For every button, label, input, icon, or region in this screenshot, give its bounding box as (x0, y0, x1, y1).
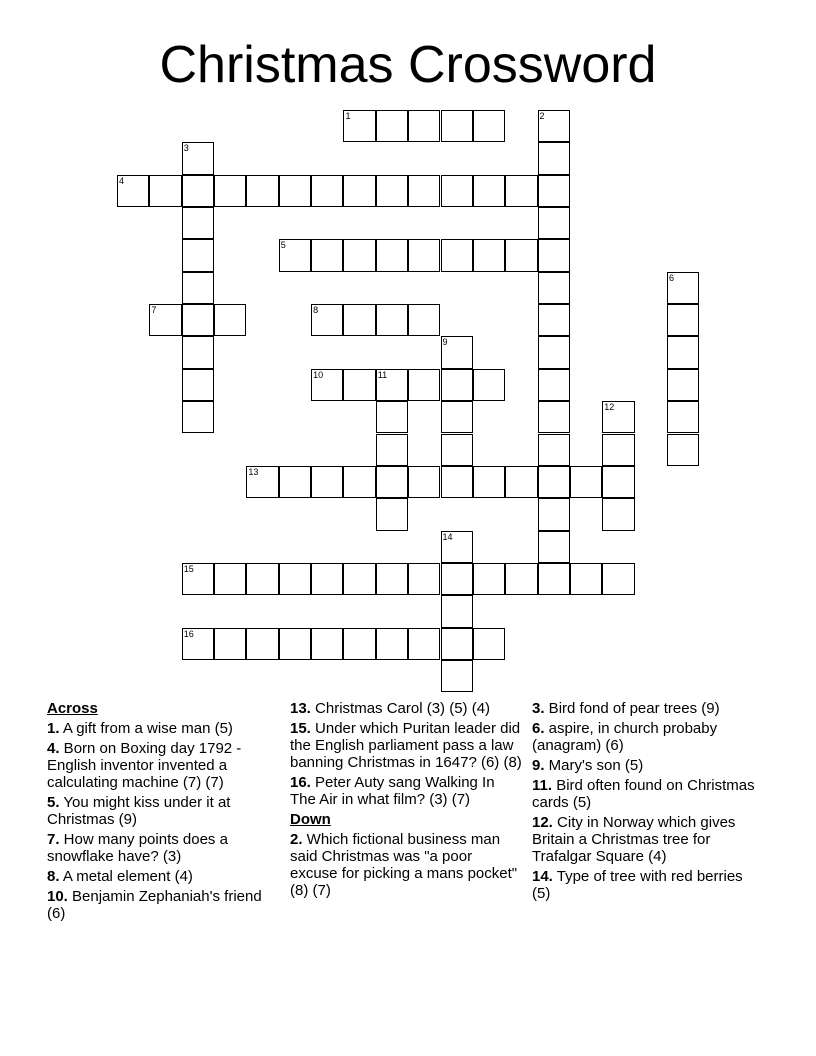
grid-cell[interactable] (376, 434, 408, 466)
grid-cell[interactable] (246, 628, 278, 660)
grid-cell[interactable] (376, 239, 408, 271)
grid-cell[interactable] (246, 175, 278, 207)
grid-cell[interactable] (667, 304, 699, 336)
clue-number: 3 (183, 143, 189, 154)
clue (290, 774, 522, 808)
grid-cell[interactable] (311, 563, 343, 595)
grid-cell[interactable] (182, 401, 214, 433)
grid-cell[interactable] (441, 563, 473, 595)
grid-cell[interactable] (279, 175, 311, 207)
grid-cell[interactable] (182, 369, 214, 401)
grid-cell[interactable] (311, 628, 343, 660)
grid-cell[interactable] (246, 466, 278, 498)
grid-cell[interactable] (182, 304, 214, 336)
clue-number: 5 (280, 240, 286, 251)
clue-number: 13 (248, 466, 259, 477)
grid-cell[interactable] (538, 336, 570, 368)
grid-cell[interactable] (538, 175, 570, 207)
clue-text: Under which Puritan leader did the English parliament pass a law banning Christmas in 1647? (6) (8) (290, 720, 522, 771)
clues-column-1 (47, 700, 267, 925)
grid-cell[interactable] (570, 563, 602, 595)
grid-cell[interactable] (279, 563, 311, 595)
grid-cell[interactable] (473, 110, 505, 142)
grid-cell[interactable] (376, 304, 408, 336)
down-heading: Down (290, 811, 331, 828)
clue-number: 2 (539, 111, 545, 121)
clue-text: A gift from a wise man (5) (59, 720, 233, 737)
clue (47, 888, 267, 922)
clue-number: 8. (47, 868, 60, 885)
clue-text: City in Norway which gives Britain a Christmas tree for Trafalgar Square (4) (532, 814, 736, 865)
clue (47, 720, 267, 737)
grid-cell[interactable] (182, 336, 214, 368)
grid-cell[interactable] (538, 531, 570, 563)
clue-number: 14 (442, 531, 453, 542)
clue-text: How many points does a snowflake have? (3) (47, 831, 228, 865)
clue-text: Mary's son (5) (544, 757, 644, 774)
clue-number: 2. (290, 831, 303, 848)
clue-number: 1. (47, 720, 60, 737)
clue-number: 14. (532, 868, 553, 885)
clue (47, 740, 267, 791)
grid-cell[interactable] (117, 175, 149, 207)
clue (47, 794, 267, 828)
grid-cell[interactable] (182, 563, 214, 595)
grid-cell[interactable] (441, 369, 473, 401)
grid-cell[interactable] (279, 466, 311, 498)
grid-cell[interactable] (376, 498, 408, 530)
clue-number: 16. (290, 774, 311, 791)
grid-cell[interactable] (408, 304, 440, 336)
clue (290, 700, 522, 717)
grid-cell[interactable] (538, 498, 570, 530)
grid-cell[interactable] (408, 628, 440, 660)
grid-cell[interactable] (182, 207, 214, 239)
grid-cell[interactable] (408, 369, 440, 401)
grid-cell[interactable] (214, 563, 246, 595)
grid-cell[interactable] (538, 304, 570, 336)
clue-number: 6. (532, 720, 545, 737)
grid-cell[interactable] (441, 336, 473, 368)
clue (532, 757, 764, 774)
grid-cell[interactable] (505, 466, 537, 498)
clue-text: Which fictional business man said Christmas was "a poor excuse for picking a mans pocket"(8) (7) (290, 831, 518, 899)
grid-cell[interactable] (441, 110, 473, 142)
grid-cell[interactable] (246, 563, 278, 595)
grid-cell[interactable] (311, 466, 343, 498)
grid-cell[interactable] (182, 628, 214, 660)
grid-cell[interactable] (311, 175, 343, 207)
clue-number: 4. (47, 740, 60, 757)
clue-text: Type of tree with red berries (5) (532, 868, 743, 902)
clue-number: 7. (47, 831, 60, 848)
grid-cell[interactable] (408, 110, 440, 142)
clue (532, 868, 764, 902)
grid-cell[interactable] (538, 239, 570, 271)
grid-cell[interactable] (311, 304, 343, 336)
grid-cell[interactable] (343, 304, 375, 336)
grid-cell[interactable] (473, 175, 505, 207)
grid-cell[interactable] (602, 434, 634, 466)
clue (47, 868, 267, 885)
grid-cell[interactable] (441, 531, 473, 563)
grid-cell[interactable] (279, 239, 311, 271)
grid-cell[interactable] (538, 207, 570, 239)
clue-number: 7 (151, 305, 157, 316)
clue (47, 831, 267, 865)
clue-number: 15. (290, 720, 311, 737)
grid-cell[interactable] (441, 434, 473, 466)
grid-cell[interactable] (441, 660, 473, 692)
grid-cell[interactable] (538, 466, 570, 498)
grid-cell[interactable] (279, 628, 311, 660)
grid-cell[interactable] (408, 466, 440, 498)
clue (532, 720, 764, 754)
grid-cell[interactable] (667, 401, 699, 433)
grid-cell[interactable] (441, 239, 473, 271)
grid-cell[interactable] (376, 628, 408, 660)
grid-cell[interactable] (182, 142, 214, 174)
grid-cell[interactable] (602, 563, 634, 595)
grid-cell[interactable] (376, 175, 408, 207)
clue-text: A metal element (4) (59, 868, 193, 885)
grid-cell[interactable] (441, 175, 473, 207)
grid-cell[interactable] (214, 628, 246, 660)
grid-cell[interactable] (505, 239, 537, 271)
clue-text: Peter Auty sang Walking In The Air in what film? (3) (7) (290, 774, 495, 808)
grid-cell[interactable] (570, 466, 602, 498)
grid-cell[interactable] (667, 369, 699, 401)
grid-cell[interactable] (473, 563, 505, 595)
grid-cell[interactable] (376, 401, 408, 433)
grid-cell[interactable] (667, 434, 699, 466)
grid-cell[interactable] (602, 466, 634, 498)
clue-text: aspire, in church probaby (anagram) (6) (532, 720, 718, 754)
grid-cell[interactable] (311, 239, 343, 271)
clue-text: Born on Boxing day 1792 - English inventor invented a calculating machine (7) (7) (47, 740, 242, 791)
clue-number: 9. (532, 757, 545, 774)
clue-number: 10. (47, 888, 68, 905)
grid-cell[interactable] (182, 239, 214, 271)
grid-cell[interactable] (538, 434, 570, 466)
clue-number: 12. (532, 814, 553, 831)
clue-text: Bird often found on Christmas cards (5) (532, 777, 755, 811)
grid-cell[interactable] (505, 563, 537, 595)
grid-cell[interactable] (667, 272, 699, 304)
grid-cell[interactable] (473, 466, 505, 498)
clues-column-2 (290, 700, 522, 902)
grid-cell[interactable] (376, 563, 408, 595)
grid-cell[interactable] (343, 563, 375, 595)
grid-cell[interactable] (182, 175, 214, 207)
grid-cell[interactable] (602, 498, 634, 530)
clue-number: 5. (47, 794, 60, 811)
clue-number: 12 (604, 402, 615, 413)
clue-number: 3. (532, 700, 545, 717)
grid-cell[interactable] (408, 563, 440, 595)
clue-number: 8 (313, 305, 319, 316)
clue-number: 13. (290, 700, 311, 717)
clue (290, 831, 522, 899)
grid-cell[interactable] (343, 369, 375, 401)
grid-cell[interactable] (376, 466, 408, 498)
grid-cell[interactable] (538, 272, 570, 304)
grid-cell[interactable] (311, 369, 343, 401)
clue (532, 814, 764, 865)
grid-cell[interactable] (408, 175, 440, 207)
clue-number: 1 (345, 111, 351, 121)
clue-number: 11 (377, 369, 388, 380)
grid-cell[interactable] (343, 239, 375, 271)
grid-cell[interactable] (538, 369, 570, 401)
grid-cell[interactable] (408, 239, 440, 271)
clue-text: Christmas Carol (3) (5) (4) (310, 700, 491, 717)
grid-cell[interactable] (441, 595, 473, 627)
clue-number: 16 (183, 628, 194, 639)
grid-cell[interactable] (343, 628, 375, 660)
grid-cell[interactable] (538, 142, 570, 174)
grid-cell[interactable] (441, 401, 473, 433)
clues-column-3 (532, 700, 764, 905)
clue-number: 6 (668, 272, 674, 283)
clue-text: Bird fond of pear trees (9) (544, 700, 720, 717)
clue-number: 9 (442, 337, 448, 348)
grid-cell[interactable] (214, 304, 246, 336)
grid-cell[interactable] (182, 272, 214, 304)
grid-cell[interactable] (473, 239, 505, 271)
grid-cell[interactable] (343, 110, 375, 142)
grid-cell[interactable] (149, 175, 181, 207)
grid-cell[interactable] (473, 369, 505, 401)
grid-cell[interactable] (376, 369, 408, 401)
grid-cell[interactable] (343, 175, 375, 207)
grid-cell[interactable] (473, 628, 505, 660)
clue (532, 700, 764, 717)
grid-cell[interactable] (667, 336, 699, 368)
clue (290, 720, 522, 771)
grid-cell[interactable] (538, 110, 570, 142)
page-title: Christmas Crossword (159, 36, 657, 94)
grid-cell[interactable] (505, 175, 537, 207)
clue-number: 15 (183, 563, 194, 574)
clue-number: 10 (313, 369, 324, 380)
grid-cell[interactable] (214, 175, 246, 207)
clue-text: Benjamin Zephaniah's friend (6) (47, 888, 262, 922)
clue-number: 11. (532, 777, 553, 794)
clue (532, 777, 764, 811)
grid-cell[interactable] (538, 563, 570, 595)
clue-text: You might kiss under it at Christmas (9) (47, 794, 231, 828)
grid-cell[interactable] (343, 466, 375, 498)
clue-number: 4 (119, 175, 125, 186)
grid-cell[interactable] (441, 628, 473, 660)
grid-cell[interactable] (441, 466, 473, 498)
grid-cell[interactable] (602, 401, 634, 433)
grid-cell[interactable] (376, 110, 408, 142)
grid-cell[interactable] (538, 401, 570, 433)
grid-cell[interactable] (149, 304, 181, 336)
across-heading: Across (47, 700, 98, 717)
